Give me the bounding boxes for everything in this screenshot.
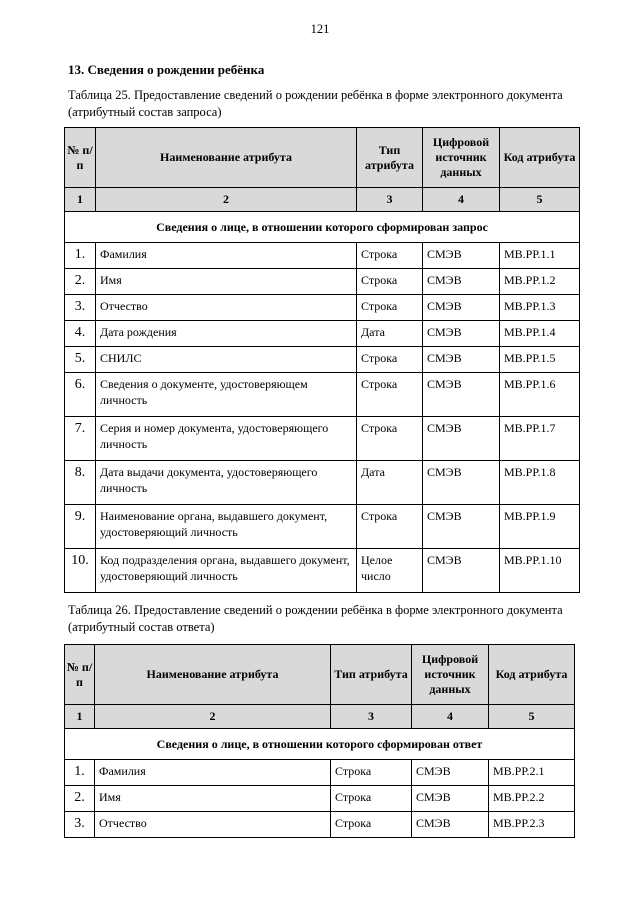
attribute-type: Строка xyxy=(331,812,412,838)
header-source: Цифровой источник данных xyxy=(423,128,500,188)
header-name: Наименование атрибута xyxy=(95,645,331,705)
attribute-type: Строка xyxy=(357,417,423,461)
attribute-name: Имя xyxy=(95,786,331,812)
data-source: СМЭВ xyxy=(412,812,489,838)
attribute-code: МВ.РР.1.9 xyxy=(500,505,580,549)
header-name: Наименование атрибута xyxy=(96,128,357,188)
table-row xyxy=(65,549,580,593)
attribute-name: Отчество xyxy=(95,812,331,838)
row-number: 4. xyxy=(65,321,96,347)
attribute-code: МВ.РР.1.3 xyxy=(500,295,580,321)
section-title: 13. Сведения о рождении ребёнка xyxy=(68,62,265,77)
column-number: 4 xyxy=(412,705,489,729)
row-number: 1. xyxy=(65,760,95,786)
table-row xyxy=(65,269,580,295)
header-source: Цифровой источник данных xyxy=(412,645,489,705)
table-row xyxy=(65,243,580,269)
section-heading: Сведения о лице, в отношении которого сформирован запрос xyxy=(65,212,580,243)
attribute-type: Строка xyxy=(357,505,423,549)
row-number: 2. xyxy=(65,786,95,812)
attribute-type: Строка xyxy=(357,347,423,373)
column-number: 1 xyxy=(65,705,95,729)
attribute-code: МВ.РР.1.4 xyxy=(500,321,580,347)
page-number: 121 xyxy=(310,22,330,36)
table-row xyxy=(65,347,580,373)
attribute-code: МВ.РР.1.7 xyxy=(500,417,580,461)
attribute-code: МВ.РР.2.3 xyxy=(489,812,575,838)
attribute-type: Дата xyxy=(357,321,423,347)
table-row xyxy=(65,295,580,321)
attribute-code: МВ.РР.1.1 xyxy=(500,243,580,269)
section-row xyxy=(65,729,575,760)
column-number: 3 xyxy=(357,188,423,212)
attribute-name: Серия и номер документа, удостоверяющего личность xyxy=(96,417,357,461)
table-row xyxy=(65,760,575,786)
data-source: СМЭВ xyxy=(423,505,500,549)
data-source: СМЭВ xyxy=(423,243,500,269)
header-num: № п/п xyxy=(65,645,95,705)
data-source: СМЭВ xyxy=(423,321,500,347)
column-number: 2 xyxy=(95,705,331,729)
section-heading: Сведения о лице, в отношении которого сформирован ответ xyxy=(65,729,575,760)
attribute-type: Строка xyxy=(331,760,412,786)
column-number: 5 xyxy=(489,705,575,729)
row-number: 10. xyxy=(65,549,96,593)
table-26 xyxy=(64,644,575,838)
row-number: 9. xyxy=(65,505,96,549)
attribute-name: Отчество xyxy=(96,295,357,321)
attribute-type: Дата xyxy=(357,461,423,505)
table-row xyxy=(65,373,580,417)
column-number: 1 xyxy=(65,188,96,212)
attribute-code: МВ.РР.2.1 xyxy=(489,760,575,786)
column-number: 3 xyxy=(331,705,412,729)
table-row xyxy=(65,786,575,812)
data-source: СМЭВ xyxy=(423,549,500,593)
table-25-caption: Таблица 25. Предоставление сведений о рождении ребёнка в форме электронного документа (атрибутный состав запроса) xyxy=(68,88,563,119)
attribute-type: Строка xyxy=(357,373,423,417)
column-numbers-row xyxy=(65,188,580,212)
data-source: СМЭВ xyxy=(412,786,489,812)
row-number: 7. xyxy=(65,417,96,461)
section-row xyxy=(65,212,580,243)
row-number: 3. xyxy=(65,812,95,838)
row-number: 2. xyxy=(65,269,96,295)
attribute-code: МВ.РР.1.8 xyxy=(500,461,580,505)
attribute-name: Сведения о документе, удостоверяющем личность xyxy=(96,373,357,417)
header-type: Тип атрибута xyxy=(331,645,412,705)
row-number: 3. xyxy=(65,295,96,321)
column-number: 2 xyxy=(96,188,357,212)
attribute-name: Фамилия xyxy=(95,760,331,786)
attribute-name: СНИЛС xyxy=(96,347,357,373)
data-source: СМЭВ xyxy=(423,373,500,417)
table-row xyxy=(65,417,580,461)
attribute-name: Дата выдачи документа, удостоверяющего личность xyxy=(96,461,357,505)
attribute-name: Дата рождения xyxy=(96,321,357,347)
attribute-name: Имя xyxy=(96,269,357,295)
column-number: 5 xyxy=(500,188,580,212)
attribute-code: МВ.РР.1.5 xyxy=(500,347,580,373)
attribute-type: Строка xyxy=(357,269,423,295)
row-number: 8. xyxy=(65,461,96,505)
attribute-code: МВ.РР.1.10 xyxy=(500,549,580,593)
header-type: Тип атрибута xyxy=(357,128,423,188)
row-number: 5. xyxy=(65,347,96,373)
row-number: 1. xyxy=(65,243,96,269)
data-source: СМЭВ xyxy=(412,760,489,786)
data-source: СМЭВ xyxy=(423,269,500,295)
table-row xyxy=(65,812,575,838)
attribute-code: МВ.РР.2.2 xyxy=(489,786,575,812)
data-source: СМЭВ xyxy=(423,461,500,505)
table-header-row xyxy=(65,645,575,705)
attribute-name: Код подразделения органа, выдавшего документ, удостоверяющий личность xyxy=(96,549,357,593)
column-numbers-row xyxy=(65,705,575,729)
table-header-row xyxy=(65,128,580,188)
column-number: 4 xyxy=(423,188,500,212)
attribute-name: Наименование органа, выдавшего документ, удостоверяющий личность xyxy=(96,505,357,549)
data-source: СМЭВ xyxy=(423,347,500,373)
data-source: СМЭВ xyxy=(423,417,500,461)
table-row xyxy=(65,321,580,347)
table-26-caption: Таблица 26. Предоставление сведений о рождении ребёнка в форме электронного документа (атрибутный состав ответа) xyxy=(68,603,563,634)
data-source: СМЭВ xyxy=(423,295,500,321)
header-code: Код атрибута xyxy=(500,128,580,188)
attribute-code: МВ.РР.1.6 xyxy=(500,373,580,417)
attribute-code: МВ.РР.1.2 xyxy=(500,269,580,295)
attribute-name: Фамилия xyxy=(96,243,357,269)
table-25 xyxy=(64,127,580,593)
header-code: Код атрибута xyxy=(489,645,575,705)
attribute-type: Строка xyxy=(331,786,412,812)
attribute-type: Целое число xyxy=(357,549,423,593)
row-number: 6. xyxy=(65,373,96,417)
attribute-type: Строка xyxy=(357,295,423,321)
table-row xyxy=(65,505,580,549)
header-num: № п/п xyxy=(65,128,96,188)
attribute-type: Строка xyxy=(357,243,423,269)
table-row xyxy=(65,461,580,505)
